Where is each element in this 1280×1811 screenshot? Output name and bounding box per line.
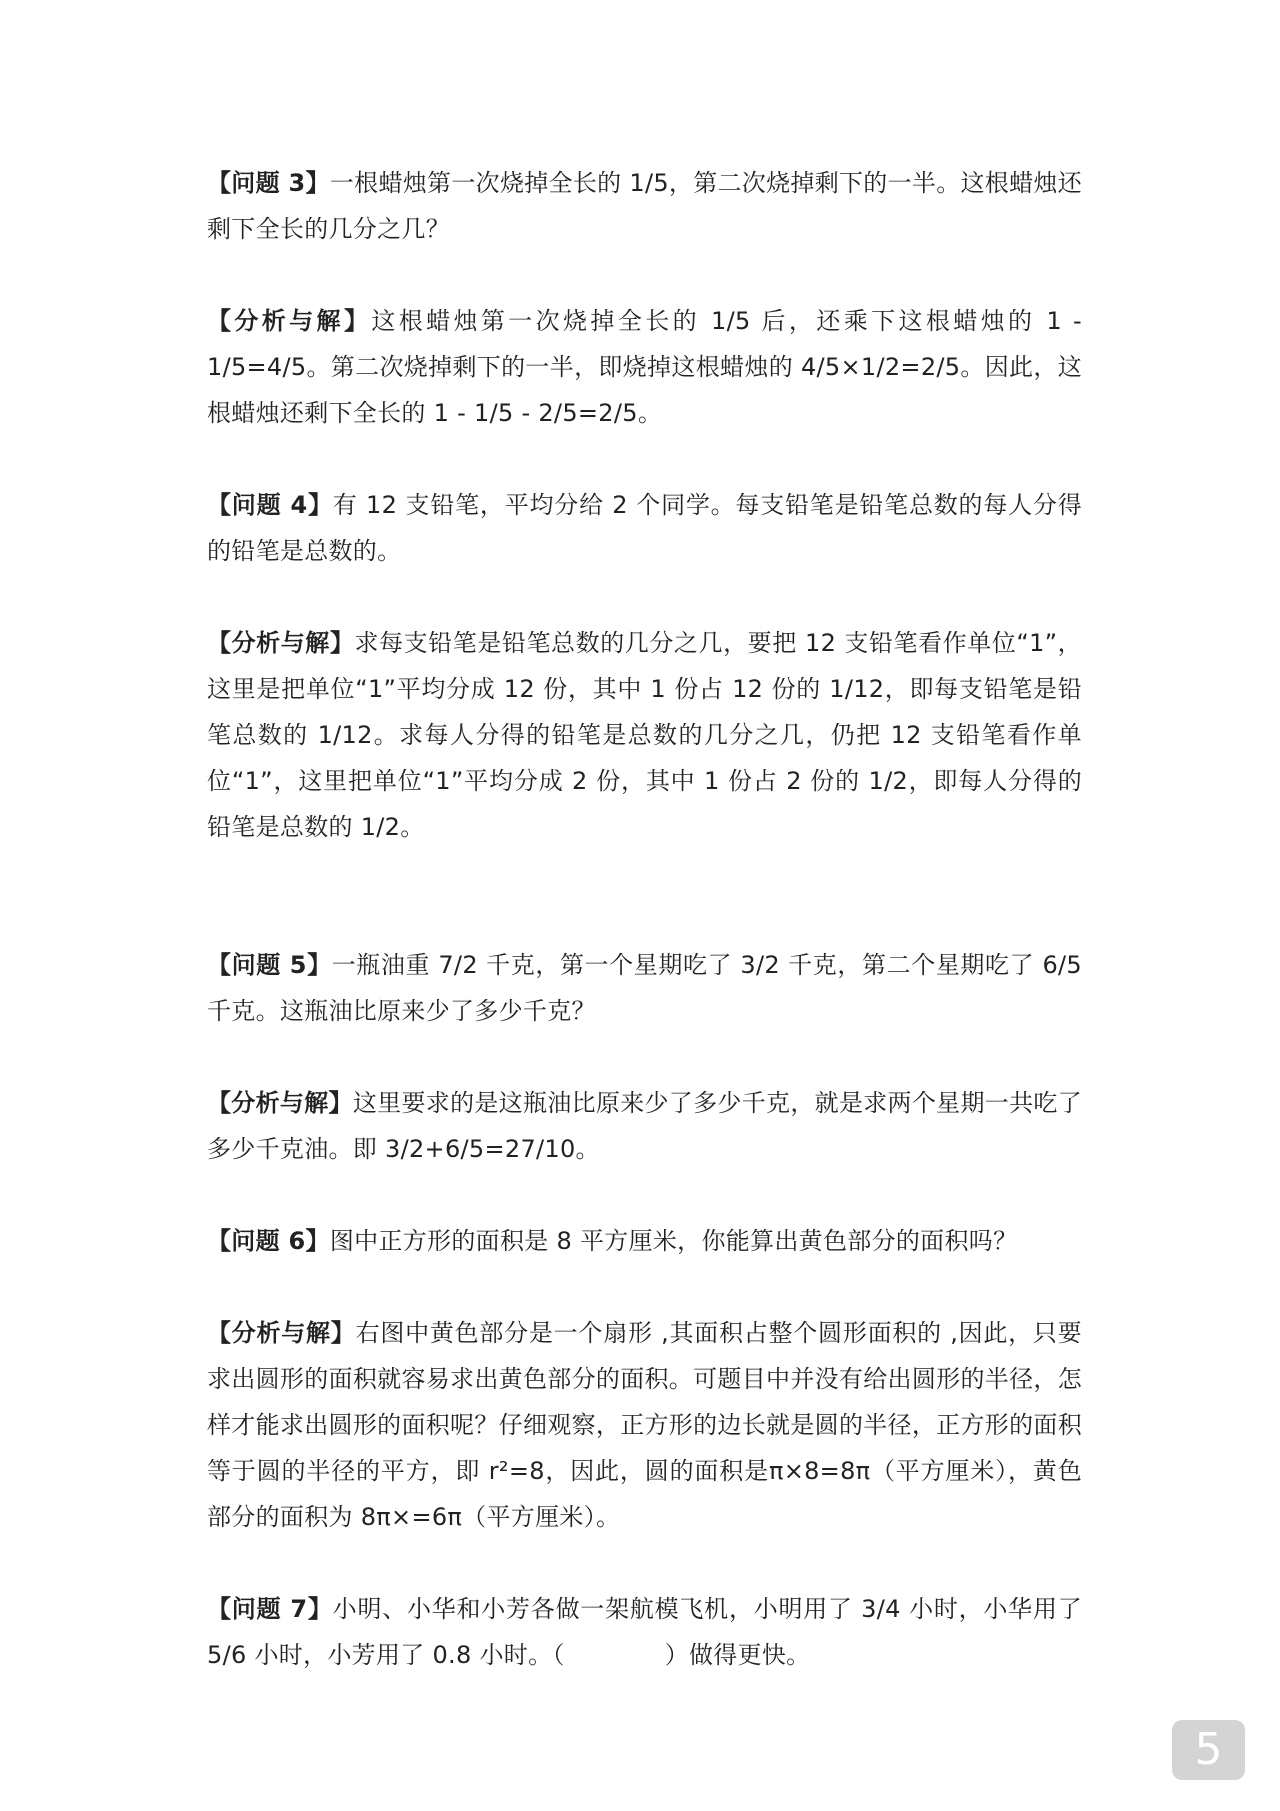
page-number-badge: 5	[1172, 1720, 1245, 1780]
analysis-text: 求每支铅笔是铅笔总数的几分之几，要把 12 支铅笔看作单位“1”，这里是把单位“1”平均分成 12 份，其中 1 份占 12 份的 1/12，即每支铅笔是铅笔总数的 1/12。求每人分得的铅笔是总数的几分之几，仍把 12 支铅笔看作单位“1”，这里把单位“1”平均分成 2 份，其中 1 份占 2 份的 1/2，即每人分得的铅笔是总数的 1/2。	[207, 629, 1082, 841]
analysis-label: 【分析与解】	[207, 1089, 353, 1117]
question-text: 图中正方形的面积是 8 平方厘米，你能算出黄色部分的面积吗？	[329, 1227, 1018, 1255]
question-7	[207, 1586, 1082, 1678]
question-text: 一瓶油重 7/2 千克，第一个星期吃了 3/2 千克，第二个星期吃了 6/5 千克。这瓶油比原来少了多少千克？	[207, 951, 1083, 1025]
question-label: 【问题 7】	[207, 1595, 333, 1623]
analysis-label: 【分析与解】	[207, 1319, 356, 1347]
question-label: 【问题 5】	[207, 951, 332, 979]
question-text-after: ）做得更快。	[664, 1641, 811, 1669]
question-3	[207, 160, 1082, 252]
analysis-text: 这根蜡烛第一次烧掉全长的 1/5 后，还乘下这根蜡烛的 1 - 1/5=4/5。第二次烧掉剩下的一半，即烧掉这根蜡烛的 4/5×1/2=2/5。因此，这根蜡烛还剩下全长的 1 - 1/5 - 2/5=2/5。	[207, 307, 1082, 427]
analysis-label: 【分析与解】	[207, 307, 372, 335]
question-label: 【问题 6】	[207, 1227, 330, 1255]
question-text: 一根蜡烛第一次烧掉全长的 1/5，第二次烧掉剩下的一半。这根蜡烛还剩下全长的几分之几？	[207, 169, 1083, 243]
question-text: 有 12 支铅笔，平均分给 2 个同学。每支铅笔是铅笔总数的每人分得的铅笔是总数的。	[207, 491, 1082, 565]
analysis-5	[207, 1080, 1082, 1172]
analysis-label: 【分析与解】	[207, 629, 355, 657]
question-5	[207, 942, 1082, 1034]
analysis-4	[207, 620, 1082, 850]
question-6	[207, 1218, 1082, 1264]
question-label: 【问题 4】	[207, 491, 333, 519]
question-label: 【问题 3】	[207, 169, 330, 197]
analysis-text: 这里要求的是这瓶油比原来少了多少千克，就是求两个星期一共吃了多少千克油。即 3/2+6/5=27/10。	[207, 1089, 1082, 1163]
analysis-text: 右图中黄色部分是一个扇形 ,其面积占整个圆形面积的 ,因此，只要求出圆形的面积就容易求出黄色部分的面积。可题目中并没有给出圆形的半径，怎样才能求出圆形的面积呢？仔细观察，正方形的边长就是圆的半径，正方形的面积等于圆的半径的平方，即 r²=8，因此，圆的面积是π×8=8π（平方厘米），黄色部分的面积为 8π×=6π（平方厘米）。	[207, 1319, 1082, 1531]
question-text: 小明、小华和小芳各做一架航模飞机，小明用了 3/4 小时，小华用了 5/6 小时，小芳用了 0.8 小时。（	[207, 1595, 1083, 1669]
analysis-3	[207, 298, 1082, 436]
question-4	[207, 482, 1082, 574]
document-body	[207, 160, 1082, 1678]
analysis-6	[207, 1310, 1082, 1540]
